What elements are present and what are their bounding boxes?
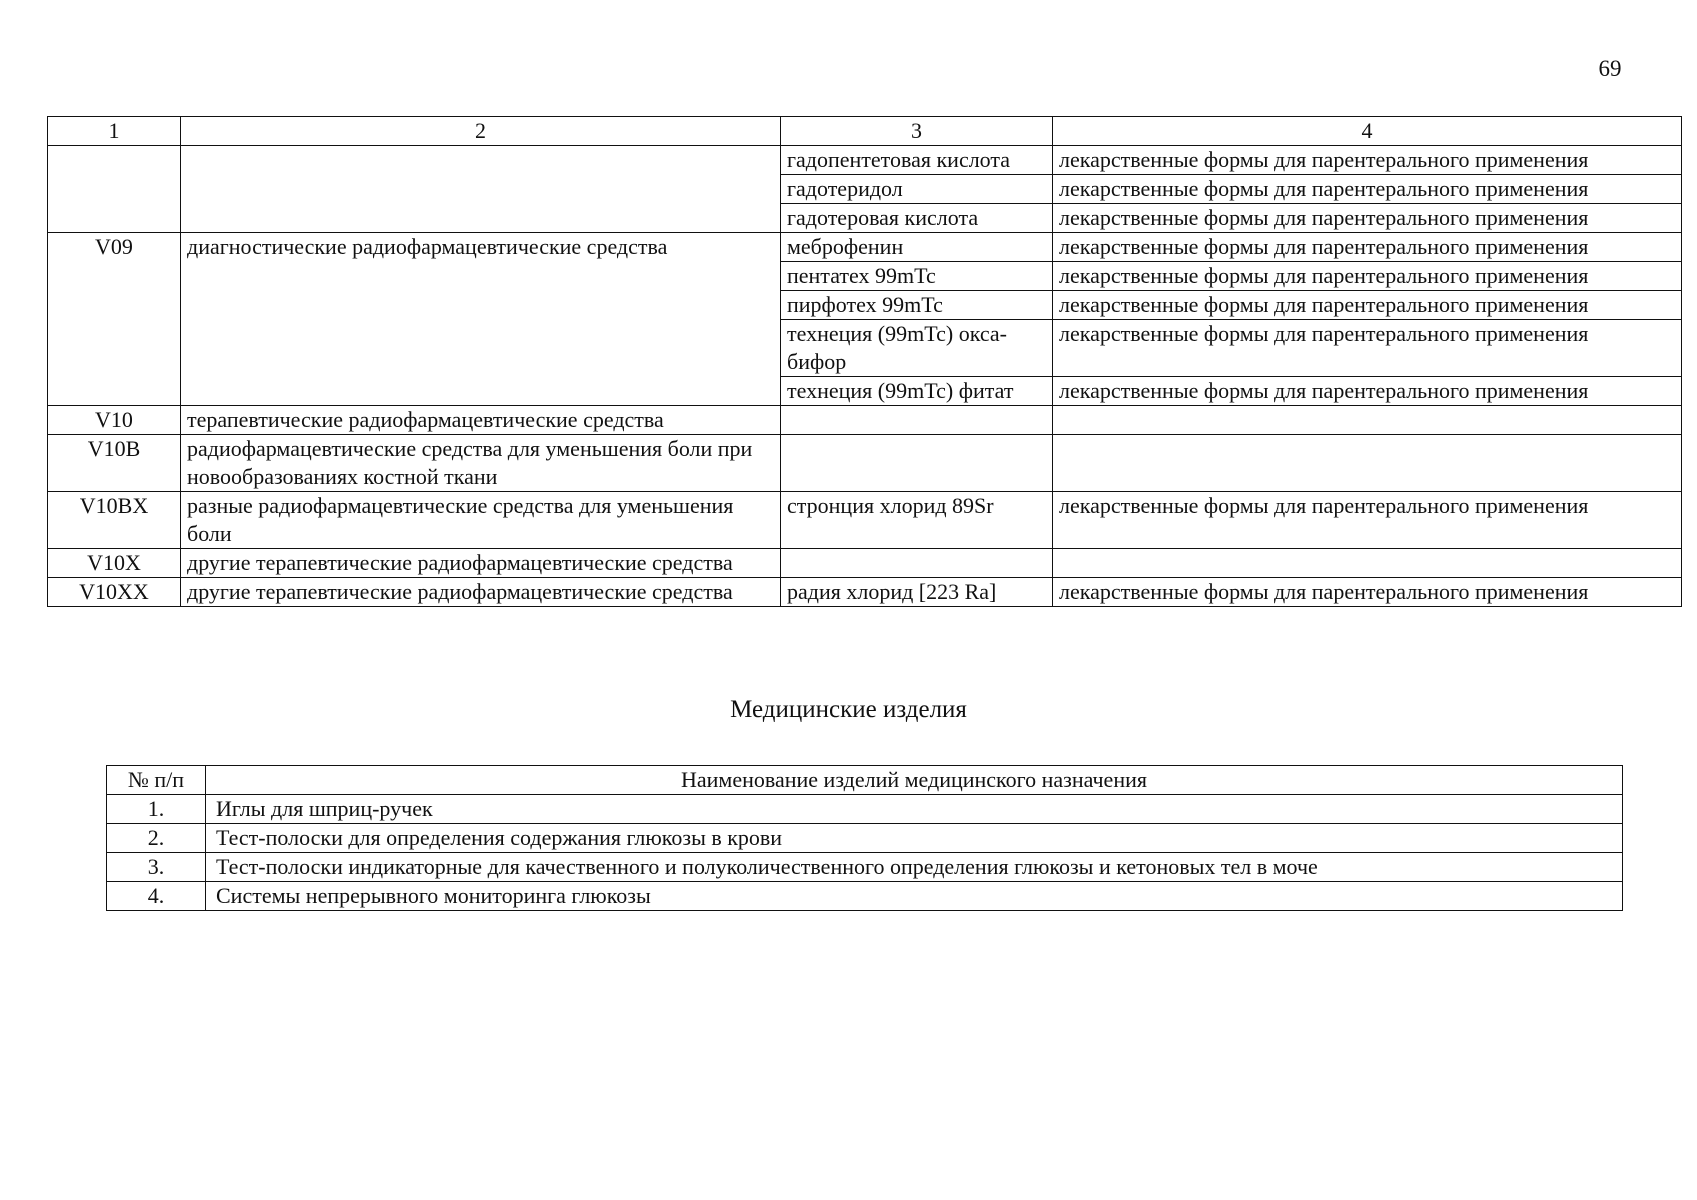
column-header: 2 [181,117,781,146]
form-cell: лекарственные формы для парентерального применения [1053,204,1682,233]
name-cell: другие терапевтические радиофармацевтические средства [181,549,781,578]
substance-cell [781,435,1053,492]
column-header: 1 [48,117,181,146]
table-header-row [48,117,1682,146]
section-title: Медицинские изделия [730,696,967,723]
table-row [48,578,1682,607]
substance-cell: меброфенин [781,233,1053,262]
table-row [107,882,1623,911]
substance-cell [781,549,1053,578]
table-header-row [107,766,1623,795]
substance-cell: технеция (99mTc) фитат [781,377,1053,406]
code-cell [48,146,181,233]
substance-cell: радия хлорид [223 Ra] [781,578,1053,607]
table-row [48,492,1682,549]
form-cell: лекарственные формы для парентерального применения [1053,578,1682,607]
code-cell: V10B [48,435,181,492]
form-cell: лекарственные формы для парентерального применения [1053,492,1682,549]
form-cell [1053,406,1682,435]
substance-cell: стронция хлорид 89Sr [781,492,1053,549]
column-header: 4 [1053,117,1682,146]
form-cell: лекарственные формы для парентерального применения [1053,320,1682,377]
name-cell: радиофармацевтические средства для уменьшения боли при новообразованиях костной ткани [181,435,781,492]
drug-table [47,116,1682,607]
table-row [107,795,1623,824]
table-row [48,435,1682,492]
form-cell: лекарственные формы для парентерального применения [1053,233,1682,262]
table-row [48,146,1682,175]
item-name: Системы непрерывного мониторинга глюкозы [206,882,1623,911]
item-number: 2. [107,824,206,853]
code-cell: V10BX [48,492,181,549]
form-cell [1053,435,1682,492]
substance-cell: пирфотех 99mTc [781,291,1053,320]
page-number: 69 [1598,56,1622,81]
form-cell [1053,549,1682,578]
item-name: Иглы для шприц-ручек [206,795,1623,824]
code-cell: V10 [48,406,181,435]
name-cell: другие терапевтические радиофармацевтические средства [181,578,781,607]
table-row [48,549,1682,578]
code-cell: V09 [48,233,181,406]
form-cell: лекарственные формы для парентерального применения [1053,175,1682,204]
form-cell: лекарственные формы для парентерального применения [1053,262,1682,291]
column-header-number: № п/п [107,766,206,795]
table-row [107,824,1623,853]
table-row [107,853,1623,882]
name-cell: разные радиофармацевтические средства для уменьшения боли [181,492,781,549]
name-cell: терапевтические радиофармацевтические средства [181,406,781,435]
substance-cell: гадопентетовая кислота [781,146,1053,175]
substance-cell: технеция (99mTc) окса-бифор [781,320,1053,377]
code-cell: V10XX [48,578,181,607]
form-cell: лекарственные формы для парентерального применения [1053,291,1682,320]
column-header: 3 [781,117,1053,146]
substance-cell: гадотеридол [781,175,1053,204]
table-row [48,233,1682,262]
substance-cell: пентатех 99mTc [781,262,1053,291]
item-name: Тест-полоски для определения содержания глюкозы в крови [206,824,1623,853]
item-name: Тест-полоски индикаторные для качественного и полуколичественного определения глюкозы и кетоновых тел в моче [206,853,1623,882]
code-cell: V10X [48,549,181,578]
column-header-name: Наименование изделий медицинского назначения [206,766,1623,795]
name-cell: диагностические радиофармацевтические средства [181,233,781,406]
item-number: 3. [107,853,206,882]
devices-table [106,765,1623,911]
name-cell [181,146,781,233]
table-row [48,406,1682,435]
substance-cell [781,406,1053,435]
item-number: 4. [107,882,206,911]
form-cell: лекарственные формы для парентерального применения [1053,146,1682,175]
substance-cell: гадотеровая кислота [781,204,1053,233]
item-number: 1. [107,795,206,824]
form-cell: лекарственные формы для парентерального применения [1053,377,1682,406]
